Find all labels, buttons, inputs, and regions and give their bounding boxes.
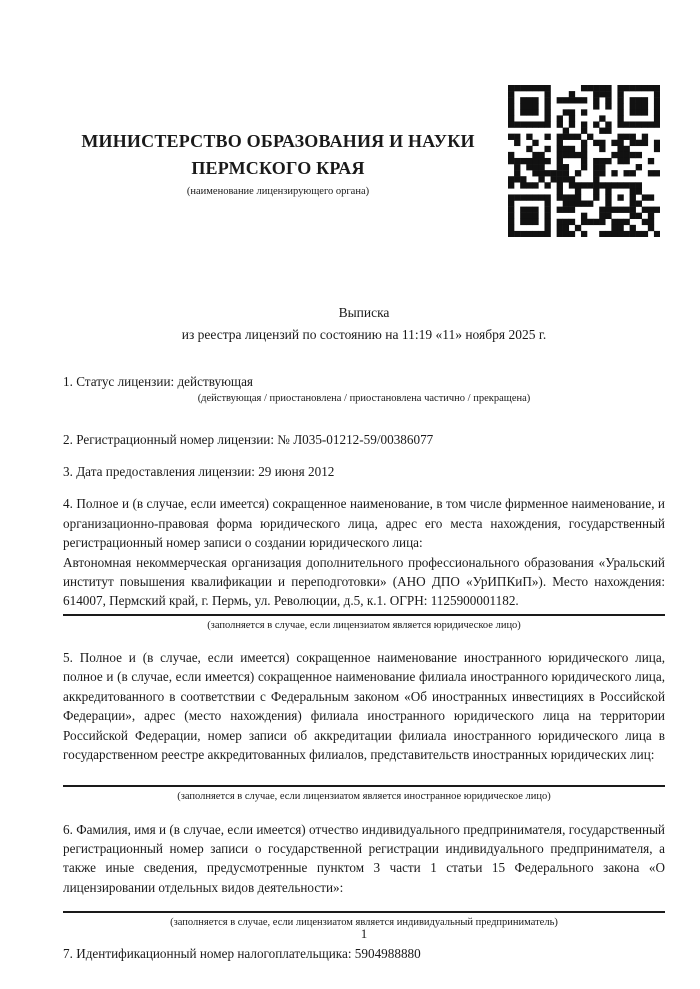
title-line2: из реестра лицензий по состоянию на 11:19 «11» ноября 2025 г.: [181, 327, 547, 343]
qr-code-icon: [508, 85, 660, 237]
item-taxpayer-number: [63, 944, 665, 963]
item-6-text: 6. Фамилия, имя и (в случае, если имеется) отчество индивидуального предпринимателя, государственный регистрационный номер записи о государственной регистрации индивидуального предпринимателя, а также иные сведения, предусмотренные пунктом 3 части 1 статьи 15 Федерального закона «О лицензировании отдельных видов деятельности»:: [63, 821, 665, 895]
fill-line: [63, 614, 665, 616]
issuer-name-line1: МИНИСТЕРСТВО ОБРАЗОВАНИЯ И НАУКИ: [81, 131, 475, 151]
item-6-caption: (заполняется в случае, если лицензиатом является индивидуальный предприниматель): [170, 917, 558, 929]
item-1-caption: (действующая / приостановлена / приостановлена частично / прекращена): [197, 393, 531, 405]
issuer-caption: (наименование лицензирующего органа): [186, 186, 370, 197]
item-4-caption: (заполняется в случае, если лицензиатом является юридическое лицо): [207, 619, 521, 631]
item-1-text: 1. Статус лицензии: действующая: [63, 374, 254, 389]
item-7-text: 7. Идентификационный номер налогоплательщика: 5904988880: [63, 946, 421, 962]
issuer-name-line2: ПЕРМСКОГО КРАЯ: [191, 158, 365, 178]
item-4-text: 4. Полное и (в случае, если имеется) сокращенное наименование, в том числе фирменное наименование, и организационно-правовая форма юридического лица, адрес его места нахождения, государственный регистрационный номер записи о создании юридического лица:: [63, 496, 665, 551]
item-5-text: 5. Полное и (в случае, если имеется) сокращенное наименование иностранного юридического лица, полное и (в случае, если имеется) сокращенное наименование филиала иностранного юридического лица, аккредитованного в соответствии с Федеральным законом «Об иностранных инвестициях в Российской Федерации», адрес (место нахождения) филиала иностранного юридического лица на территории Российской Федерации, номер записи об аккредитации филиала иностранного юридического лица в государственном реестре аккредитованных филиалов, представительств иностранных юридических лиц:: [63, 650, 665, 763]
page-number: 1: [360, 926, 368, 941]
item-3-text: 3. Дата предоставления лицензии: 29 июня 2012: [63, 463, 335, 479]
item-5-caption: (заполняется в случае, если лицензиатом является иностранное юридическое лицо): [177, 791, 551, 803]
title-line1: Выписка: [338, 305, 390, 320]
document-title: [63, 302, 665, 347]
item-individual-entrepreneur: [63, 820, 665, 931]
item-registration-number: [63, 430, 665, 449]
item-license-status: [63, 372, 665, 407]
item-4-value: Автономная некоммерческая организация дополнительного профессионального образования «Уральский институт повышения квалификации и переподготовки» (АНО ДПО «УрИПКиП»). Место нахождения: 614007, Пермский край, г. Пермь, ул. Революции, д.5, к.1. ОГРН: 1125900001182.: [63, 554, 665, 609]
item-2-text: 2. Регистрационный номер лицензии: № Л035-01212-59/00386077: [63, 431, 434, 447]
item-license-date: [63, 462, 665, 481]
fill-line: [63, 785, 665, 787]
fill-line: [63, 911, 665, 913]
item-legal-entity-name: [63, 494, 665, 633]
issuer-block: [63, 128, 493, 199]
document-body: [63, 365, 665, 964]
item-foreign-entity: [63, 648, 665, 805]
